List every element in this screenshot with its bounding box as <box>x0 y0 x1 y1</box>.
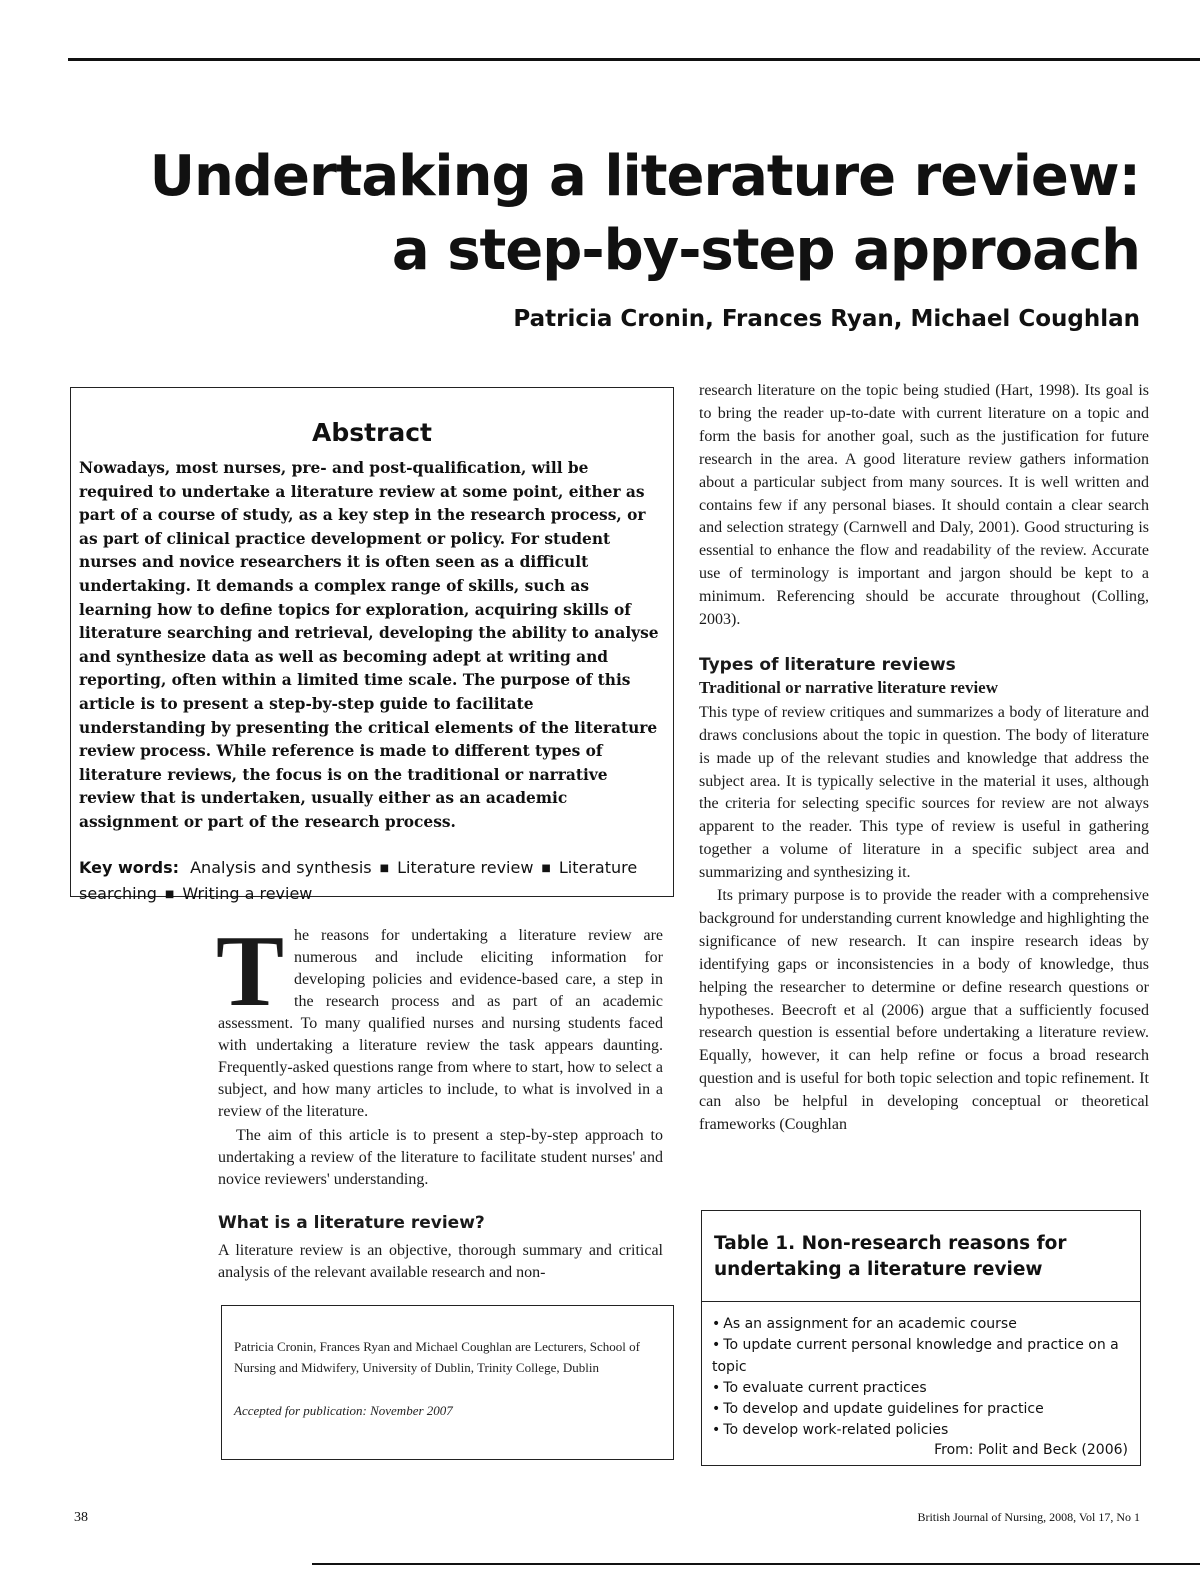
bottom-rule <box>312 1563 1200 1565</box>
bullet-icon: ■ <box>379 862 390 874</box>
section-heading: Types of literature reviews <box>699 654 956 675</box>
table-1-box <box>701 1210 1141 1466</box>
bullet-icon: ■ <box>541 862 551 874</box>
abstract-text: Nowadays, most nurses, pre- and post-qualification, will be required to undertake a literature review at some point, either as part of a course of study, as a key step in the research process, or as part of clinical practice development or policy. For student nurses and novice researchers it is often seen as a difficult undertaking. It demands a complex range of skills, such as learning how to define topics for exploration, acquiring skills of literature searching and retrieval, developing the ability to analyse and synthesize data as well as becoming adept at writing and reporting, often within a limited time scale. The purpose of this article is to present a step-by-step guide to facilitate understanding by presenting the critical elements of the literature review process. While reference is made to different types of literature reviews, the focus is on the traditional or narrative review that is undertaken, usually either as an academic assignment or part of the research process. <box>79 459 659 831</box>
list-item: • To develop work-related policies <box>712 1420 1130 1441</box>
list-item: • To develop and update guidelines for practice <box>712 1399 1130 1420</box>
list-item: • To evaluate current practices <box>712 1378 1130 1399</box>
keywords <box>79 855 665 907</box>
title-line-1: Undertaking a literature review: <box>149 144 1140 209</box>
bullet-icon: ■ <box>164 888 175 900</box>
intro-paragraph-2: The aim of this article is to present a step-by-step approach to undertaking a review of the literature to facilitate student nurses' and novice reviewers' understanding. <box>218 1127 663 1188</box>
abstract-heading: Abstract <box>311 418 433 447</box>
list-item: • As an assignment for an academic course <box>712 1314 1130 1335</box>
keyword: Writing a review <box>182 883 313 903</box>
paragraph: research literature on the topic being studied (Hart, 1998). Its goal is to bring the reader up-to-date with current literature on a topic and form the basis for another goal, such as the justification for future research in the area. A good literature review gathers information about a particular subject from many sources. It is well written and contains few if any personal biases. It should contain a clear search and selection strategy (Carnwell and Daly, 2001). Good structuring is essential to enhance the flow and readability of the review. Accurate use of terminology is important and jargon should be kept to a minimum. Referencing should be accurate throughout (Colling, 2003). <box>699 382 1149 629</box>
abstract-box <box>70 387 674 903</box>
keyword: Literature searching <box>79 857 638 903</box>
keywords-label: Key words: <box>79 857 180 877</box>
affiliation-text: Patricia Cronin, Frances Ryan and Michael Coughlan are Lecturers, School of Nursing and Midwifery, University of Dublin, Trinity College, Dublin <box>234 1339 640 1375</box>
intro-paragraph: The reasons for undertaking a literature review are numerous and include eliciting information for developing policies and evidence-based care, a step in the research process and as part of an academic assessment. To many qualified nurses and nursing students faced with undertaking a literature review the task appears daunting. Frequently-asked questions range from where to start, how to select a subject, and how many articles to include, to what is involved in a review of the literature. <box>216 915 663 1120</box>
what-is-section <box>218 1212 663 1284</box>
subsection-heading: Traditional or narrative literature review <box>699 677 999 697</box>
affiliation-box <box>221 1305 674 1460</box>
top-rule <box>68 58 1200 61</box>
journal-citation: British Journal of Nursing, 2008, Vol 17, No 1 <box>917 1510 1140 1524</box>
page-number: 38 <box>74 1510 88 1525</box>
left-column-body <box>216 915 663 1191</box>
paragraph: This type of review critiques and summarizes a body of literature and draws conclusions about the topic in question. The body of literature is made up of the relevant studies and knowledge that address the subject area. It is typically selective in the material it uses, although the criteria for selecting specific sources for review are not always apparent to the reader. This type of review is useful in gathering together a volume of literature in a specific subject area and summarizing and synthesizing it. <box>699 703 1149 882</box>
table-list <box>702 1314 1140 1442</box>
drop-cap: T <box>216 915 285 1028</box>
section-paragraph: A literature review is an objective, thorough summary and critical analysis of the relevant available research and non- <box>218 1242 663 1281</box>
keyword: Analysis and synthesis <box>190 857 372 877</box>
list-item: • To update current personal knowledge and practice on a topic <box>712 1335 1130 1378</box>
paragraph: Its primary purpose is to provide the reader with a comprehensive background for understanding current knowledge and highlighting the significance of new research. It can inspire research ideas by identifying gaps or inconsistencies in a body of knowledge, thus helping the researcher to determine or define research questions or hypotheses. Beecroft et al (2006) argue that a sufficiently focused research question is essential before undertaking a literature review. Equally, however, it can help refine or focus a broad research question and is useful for both topic selection and topic refinement. It can also be helpful in developing conceptual or theoretical frameworks (Coughlan <box>699 887 1149 1134</box>
right-column-body <box>699 380 1149 1137</box>
article-title <box>140 140 1140 288</box>
authors: Patricia Cronin, Frances Ryan, Michael Coughlan <box>513 306 1140 332</box>
table-title: Table 1. Non-research reasons for undertaking a literature review <box>702 1211 1140 1302</box>
keyword: Literature review <box>397 857 534 877</box>
accepted-note: Accepted for publication: November 2007 <box>234 1403 453 1418</box>
table-source: From: Polit and Beck (2006) <box>934 1441 1128 1458</box>
title-line-2: a step-by-step approach <box>391 218 1140 283</box>
section-heading: What is a literature review? <box>218 1213 485 1233</box>
